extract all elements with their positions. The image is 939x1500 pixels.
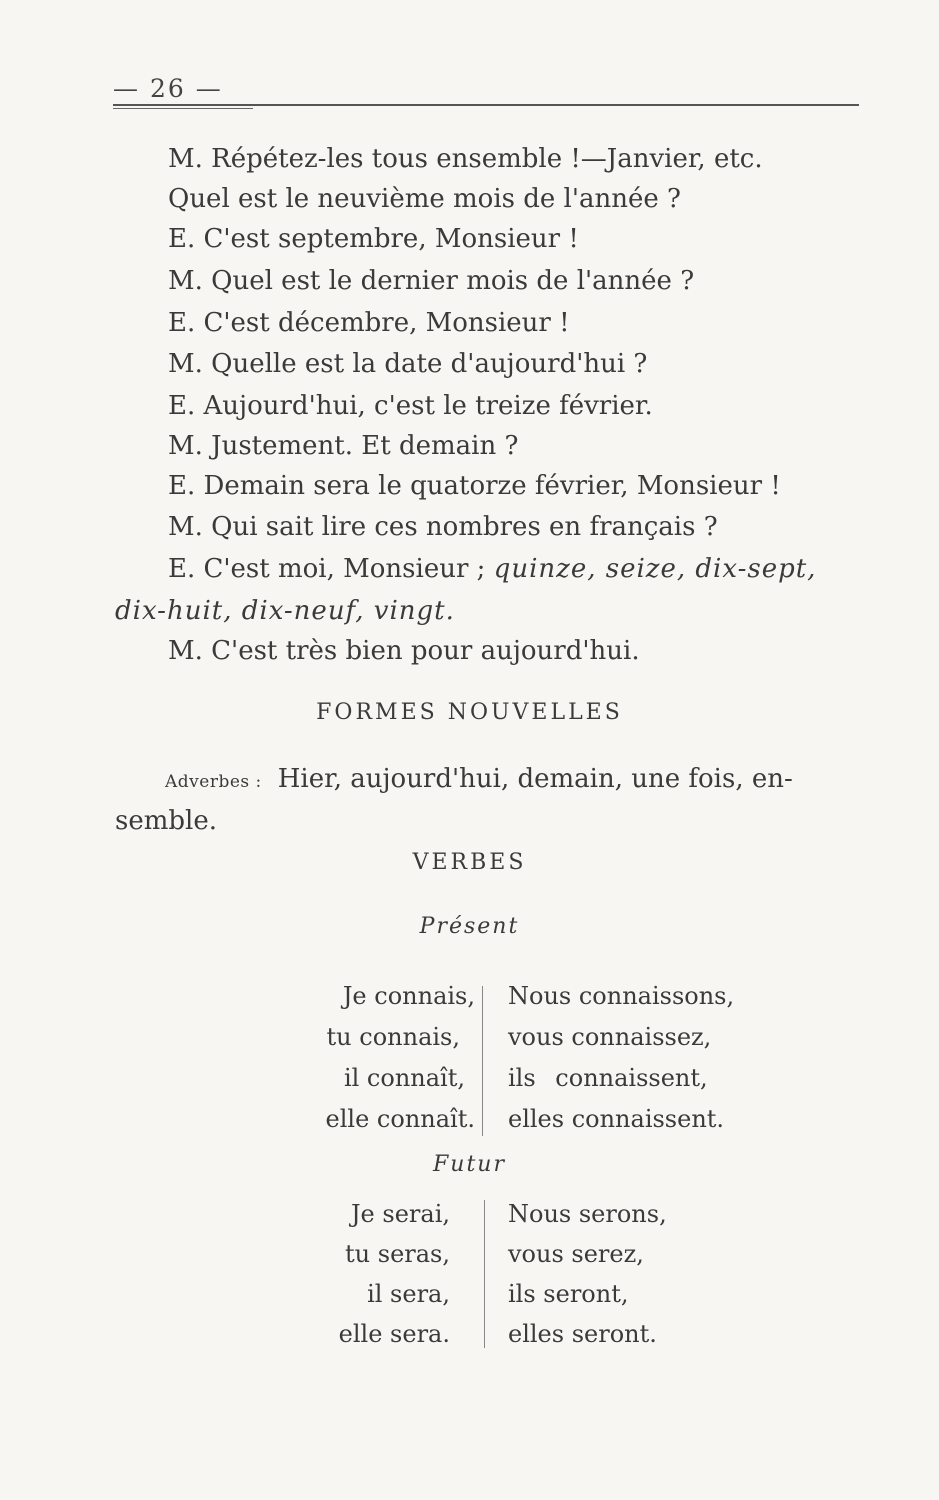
futur-singular-3: il sera, [367,1280,450,1308]
futur-divider [484,1200,485,1348]
dialogue-line: Quel est le neuvième mois de l'année ? [168,184,681,214]
numbers-italic-continued: dix-huit, dix-neuf, vingt. [115,596,455,626]
header-rule-short [113,108,253,109]
present-singular-2: tu connais, [326,1023,460,1051]
numbers-line [168,552,816,586]
present-singular-3: il connaît, [343,1064,465,1092]
futur-heading: Futur [433,1152,506,1177]
dialogue-line: M. Quel est le dernier mois de l'année ? [168,266,695,296]
present-singular-4: elle connaît. [325,1105,475,1133]
adverbes-text: Hier, aujourd'hui, demain, une fois, en- [277,764,793,794]
present-divider [482,986,483,1136]
dialogue-line: E. C'est décembre, Monsieur ! [168,308,570,338]
header-rule [113,104,859,106]
page-header [113,70,863,110]
dialogue-line: E. Aujourd'hui, c'est le treize février. [168,391,653,421]
futur-plural-4: elles seront. [508,1320,657,1348]
adverbes-label: Adverbes : [165,772,262,792]
dialogue-line: E. Demain sera le quatorze février, Monsieur ! [168,471,781,501]
present-heading: Présent [419,914,520,939]
adverbes-line [165,762,793,799]
dialogue-line: M. Qui sait lire ces nombres en français ? [168,512,718,542]
formes-heading: FORMES NOUVELLES [316,700,623,725]
present-plural-2: vous connaissez, [508,1023,712,1051]
present-plural-1: Nous connaissons, [508,982,735,1010]
futur-singular-1: Je serai, [350,1200,450,1228]
closing-line: M. C'est très bien pour aujourd'hui. [168,636,640,666]
present-plural-4: elles connaissent. [508,1105,725,1133]
adverbes-continued: semble. [115,806,217,836]
dialogue-line: M. Quelle est la date d'aujourd'hui ? [168,349,648,379]
futur-singular-2: tu seras, [345,1240,450,1268]
futur-plural-3: ils seront, [508,1280,629,1308]
verbes-heading: VERBES [412,850,527,875]
dialogue-line: M. Répétez-les tous ensemble !—Janvier, etc. [168,144,763,174]
present-plural-3: ils connaissent, [508,1064,708,1092]
present-singular-1: Je connais, [342,982,475,1010]
numbers-italic: quinze, seize, dix-sept, [493,554,817,584]
dialogue-line: M. Justement. Et demain ? [168,431,519,461]
dialogue-line: E. C'est septembre, Monsieur ! [168,224,579,254]
page-number: — 26 — [113,74,223,103]
futur-plural-2: vous serez, [508,1240,644,1268]
numbers-prefix: E. C'est moi, Monsieur ; [168,554,486,584]
futur-singular-4: elle sera. [338,1320,450,1348]
futur-plural-1: Nous serons, [508,1200,667,1228]
